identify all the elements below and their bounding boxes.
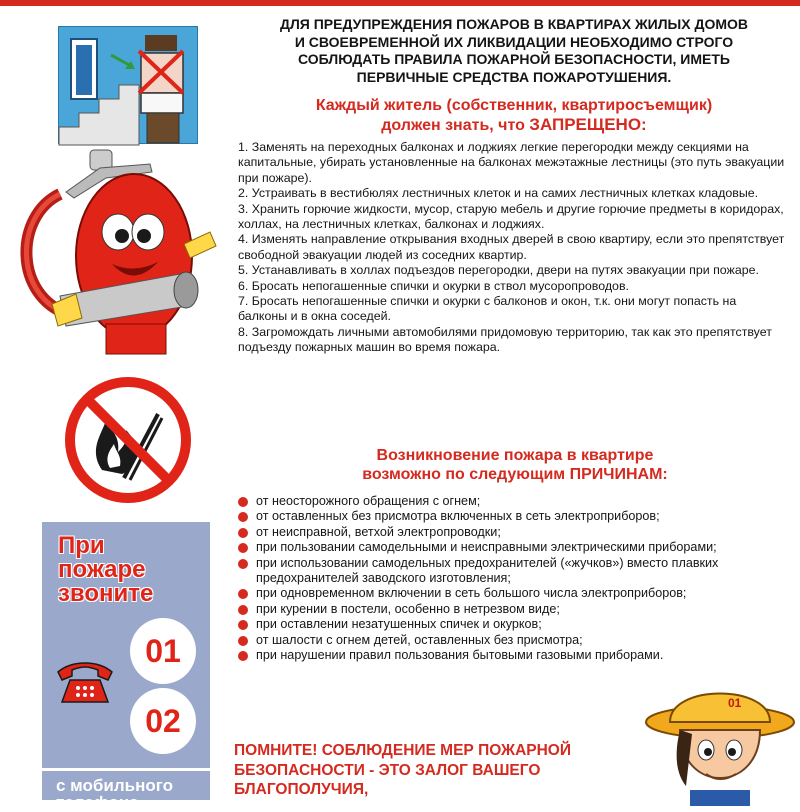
stairwell-drawing (59, 27, 199, 145)
mobile-label-line-2: телефона (56, 793, 139, 812)
prohibitions-heading-emphasis: ЗАПРЕЩЕНО: (529, 115, 647, 134)
cause-item: при использовании самодельных предохранителей («жучков») вместо плавких предохранителей заводского изготовления; (236, 556, 784, 587)
prohibitions-heading-line-2 (240, 115, 788, 135)
remember-line-3: БЛАГОПОЛУЧИЯ, (234, 781, 369, 798)
firefighter-drawing (640, 674, 800, 806)
right-text-column (230, 6, 800, 800)
firefighter-mascot (640, 674, 800, 806)
telephone-icon (54, 658, 116, 706)
mobile-phone-label (56, 777, 206, 811)
header-line-2: И СВОЕВРЕМЕННОЙ ИХ ЛИКВИДАЦИИ НЕОБХОДИМО СТРОГО (294, 33, 734, 50)
cause-item: при курении в постели, особенно в нетрезвом виде; (236, 602, 784, 617)
remember-line-2: БЕЗОПАСНОСТИ - ЭТО ЗАЛОГ ВАШЕГО (234, 761, 541, 779)
left-illustration-column (0, 6, 230, 812)
call-title-line-1: При (58, 532, 105, 559)
call-title-line-3: звоните (58, 580, 154, 607)
causes-heading-prefix: возможно по следующим (362, 465, 570, 483)
emergency-call-panel (42, 522, 210, 812)
prohibitions-heading-prefix: должен знать, что (381, 117, 530, 134)
prohibition-item: 8. Загромождать личными автомобилями придомовую территорию, так как это препятствует подъезду пожарных машин во время пожара. (238, 324, 772, 355)
poster-header (240, 16, 788, 86)
fire-extinguisher-mascot (20, 146, 225, 366)
prohibition-item: 3. Хранить горючие жидкости, мусор, старую мебель и другие горючие предметы в коридорах, холлах, на лестничных клетках, балконах и лоджиях. (238, 201, 784, 232)
header-line-1: ДЛЯ ПРЕДУПРЕЖДЕНИЯ ПОЖАРОВ В КВАРТИРАХ ЖИЛЫХ ДОМОВ (279, 16, 749, 32)
cause-item: от оставленных без присмотра включенных в сеть электроприборов; (236, 509, 784, 524)
extinguisher-mascot-drawing (20, 146, 225, 366)
prohibitions-heading (240, 96, 788, 135)
mobile-phone-strip (42, 768, 210, 812)
call-title-line-2: пожаре (58, 556, 146, 583)
header-line-4: ПЕРВИЧНЫЕ СРЕДСТВА ПОЖАРОТУШЕНИЯ. (356, 68, 672, 85)
prohibitions-list (238, 140, 786, 356)
causes-heading-emphasis: ПРИЧИНАМ: (569, 465, 668, 483)
prohibition-item: 1. Заменять на переходных балконах и лоджиях легкие перегородки между секциями на капитальные, убирать установленные на балконах межэтажные лестницы (это путь эвакуации при пожаре). (238, 140, 785, 185)
call-panel-title (58, 534, 208, 606)
cause-item: при пользовании самодельными и неисправными электрическими приборами; (236, 540, 784, 555)
remember-notice (234, 741, 634, 800)
prohibitions-heading-line-1: Каждый житель (собственник, квартиросъемщик) (315, 97, 713, 114)
cause-item: от неисправной, ветхой электропроводки; (236, 525, 784, 540)
causes-list (236, 494, 784, 663)
causes-heading-line-1: Возникновение пожара в квартире (376, 447, 654, 464)
emergency-number-02: 02 (130, 688, 196, 754)
no-open-fire-sign (62, 374, 194, 506)
header-line-3: СОБЛЮДАТЬ ПРАВИЛА ПОЖАРНОЙ БЕЗОПАСНОСТИ, ИМЕТЬ (298, 51, 730, 67)
cause-item: при оставлении незатушенных спичек и окурков; (236, 617, 784, 632)
prohibition-item: 2. Устраивать в вестибюлях лестничных клеток и на самих лестничных клетках кладовые. (238, 186, 759, 201)
cause-item: от шалости с огнем детей, оставленных без присмотра; (236, 633, 784, 648)
emergency-number-01: 01 (130, 618, 196, 684)
prohibition-sign-drawing (62, 374, 194, 506)
causes-heading (250, 447, 780, 484)
prohibition-item: 4. Изменять направление открывания входных дверей в свою квартиру, если это препятствует свободной эвакуации людей из соседних квартир. (238, 232, 785, 262)
remember-line-1: ПОМНИТЕ! СОБЛЮДЕНИЕ МЕР ПОЖАРНОЙ (234, 742, 571, 759)
cause-item: при одновременном включении в сеть большого числа электроприборов; (236, 586, 784, 601)
helmet-badge: 01 (728, 696, 742, 710)
causes-heading-line-2 (250, 466, 780, 485)
prohibition-item: 6. Бросать непогашенные спички и окурки в ствол мусоропроводов. (238, 278, 629, 293)
stairwell-illustration (58, 26, 198, 144)
prohibition-item: 5. Устанавливать в холлах подъездов перегородки, двери на путях эвакуации при пожаре. (238, 263, 759, 278)
prohibition-item: 7. Бросать непогашенные спички и окурки с балконов и окон, т.к. они могут попасть на балконы и в окна соседей. (238, 294, 737, 324)
mobile-label-line-1: с мобильного (56, 776, 174, 795)
cause-item: от неосторожного обращения с огнем; (236, 494, 784, 509)
cause-item: при нарушении правил пользования бытовыми газовыми приборами. (236, 648, 784, 663)
